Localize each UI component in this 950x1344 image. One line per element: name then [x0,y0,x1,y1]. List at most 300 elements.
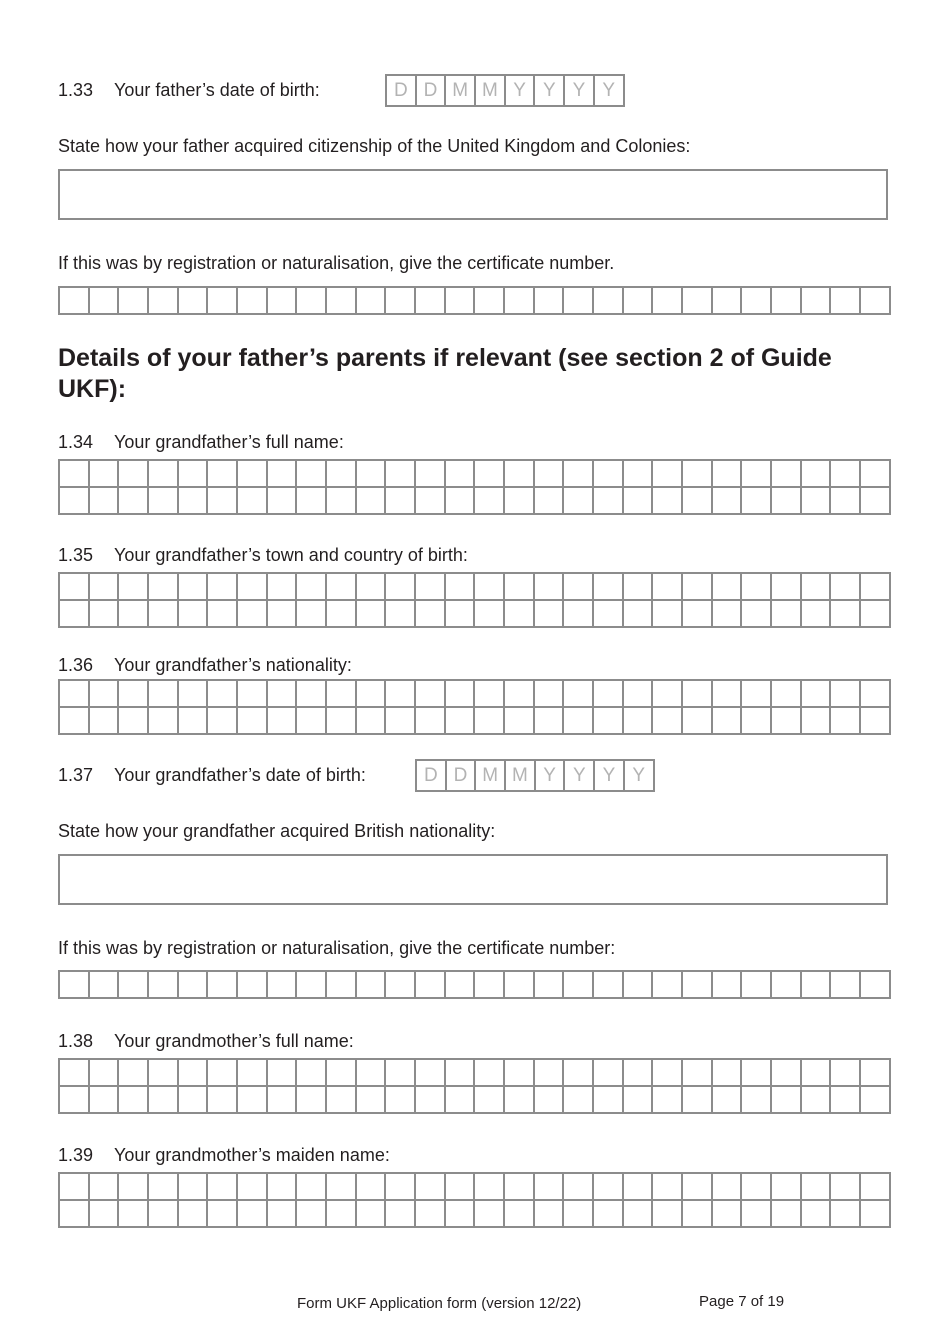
character-box[interactable] [653,1174,683,1201]
character-box[interactable] [119,1060,149,1087]
character-box[interactable] [594,1087,624,1114]
character-box[interactable] [238,601,268,628]
character-box[interactable] [357,1201,387,1228]
grandfather-nationality-field[interactable] [58,679,891,735]
character-box[interactable] [624,1174,654,1201]
character-box[interactable] [861,972,891,999]
character-box[interactable] [653,1060,683,1087]
character-box[interactable] [386,461,416,488]
character-box[interactable] [416,288,446,315]
character-box[interactable] [179,972,209,999]
character-box[interactable] [831,681,861,708]
character-box[interactable] [742,1060,772,1087]
character-box[interactable] [416,1174,446,1201]
date-digit-box[interactable]: D [417,761,447,792]
character-box[interactable] [594,1174,624,1201]
date-digit-box[interactable]: Y [536,761,566,792]
character-box[interactable] [713,288,743,315]
character-box[interactable] [208,574,238,601]
character-box[interactable] [119,972,149,999]
character-box[interactable] [535,461,565,488]
character-box[interactable] [297,288,327,315]
character-box[interactable] [119,574,149,601]
character-box[interactable] [564,1201,594,1228]
grandfather-nationality-acquired-field[interactable] [58,854,888,905]
character-box[interactable] [772,1201,802,1228]
character-box[interactable] [505,708,535,735]
character-box[interactable] [831,461,861,488]
character-box[interactable] [624,488,654,515]
character-box[interactable] [297,1087,327,1114]
date-digit-box[interactable]: Y [595,76,625,107]
character-box[interactable] [268,681,298,708]
character-box[interactable] [297,1174,327,1201]
character-box[interactable] [564,1174,594,1201]
date-digit-box[interactable]: D [417,76,447,107]
character-box[interactable] [624,288,654,315]
character-box[interactable] [268,1060,298,1087]
character-box[interactable] [713,1087,743,1114]
character-box[interactable] [416,461,446,488]
date-digit-box[interactable]: D [387,76,417,107]
character-box[interactable] [742,972,772,999]
character-box[interactable] [386,601,416,628]
character-box[interactable] [564,1060,594,1087]
character-box[interactable] [742,1201,772,1228]
character-box[interactable] [535,488,565,515]
character-box[interactable] [564,972,594,999]
character-box[interactable] [446,972,476,999]
character-box[interactable] [238,288,268,315]
character-box[interactable] [119,601,149,628]
character-box[interactable] [60,1201,90,1228]
character-box[interactable] [297,708,327,735]
character-box[interactable] [327,1087,357,1114]
character-box[interactable] [653,574,683,601]
character-box[interactable] [624,708,654,735]
character-box[interactable] [683,708,713,735]
character-box[interactable] [802,574,832,601]
character-box[interactable] [624,461,654,488]
character-box[interactable] [357,972,387,999]
character-box[interactable] [653,461,683,488]
character-box[interactable] [297,461,327,488]
character-box[interactable] [60,601,90,628]
character-box[interactable] [475,972,505,999]
character-box[interactable] [208,288,238,315]
character-box[interactable] [238,1201,268,1228]
grandfather-certificate-number-field[interactable] [58,970,891,999]
character-box[interactable] [713,972,743,999]
character-box[interactable] [742,708,772,735]
character-box[interactable] [772,972,802,999]
character-box[interactable] [416,972,446,999]
character-box[interactable] [119,1174,149,1201]
character-box[interactable] [208,708,238,735]
character-box[interactable] [831,288,861,315]
character-box[interactable] [683,1201,713,1228]
character-box[interactable] [831,1174,861,1201]
character-box[interactable] [268,461,298,488]
character-box[interactable] [297,1060,327,1087]
character-box[interactable] [861,574,891,601]
character-box[interactable] [505,1060,535,1087]
character-box[interactable] [119,461,149,488]
character-box[interactable] [831,601,861,628]
character-box[interactable] [475,708,505,735]
date-digit-box[interactable]: Y [535,76,565,107]
character-box[interactable] [416,1201,446,1228]
character-box[interactable] [238,708,268,735]
character-box[interactable] [268,1174,298,1201]
date-digit-box[interactable]: M [476,761,506,792]
character-box[interactable] [802,1060,832,1087]
character-box[interactable] [179,1201,209,1228]
character-box[interactable] [179,1087,209,1114]
character-box[interactable] [179,708,209,735]
character-box[interactable] [831,1060,861,1087]
character-box[interactable] [831,488,861,515]
character-box[interactable] [831,1201,861,1228]
character-box[interactable] [653,1201,683,1228]
character-box[interactable] [60,1174,90,1201]
character-box[interactable] [327,288,357,315]
character-box[interactable] [653,681,683,708]
father-citizenship-field[interactable] [58,169,888,220]
character-box[interactable] [327,461,357,488]
character-box[interactable] [446,574,476,601]
character-box[interactable] [208,1060,238,1087]
character-box[interactable] [475,288,505,315]
character-box[interactable] [446,1060,476,1087]
character-box[interactable] [149,461,179,488]
character-box[interactable] [772,574,802,601]
character-box[interactable] [386,1174,416,1201]
character-box[interactable] [327,601,357,628]
character-box[interactable] [179,488,209,515]
character-box[interactable] [713,461,743,488]
character-box[interactable] [683,461,713,488]
character-box[interactable] [208,1087,238,1114]
grandfather-dob-field[interactable] [415,759,655,792]
character-box[interactable] [268,288,298,315]
character-box[interactable] [564,708,594,735]
character-box[interactable] [861,488,891,515]
character-box[interactable] [149,574,179,601]
character-box[interactable] [772,1174,802,1201]
character-box[interactable] [208,1201,238,1228]
character-box[interactable] [475,1174,505,1201]
character-box[interactable] [861,461,891,488]
character-box[interactable] [772,601,802,628]
character-box[interactable] [742,1087,772,1114]
character-box[interactable] [268,708,298,735]
character-box[interactable] [505,681,535,708]
character-box[interactable] [802,488,832,515]
character-box[interactable] [297,1201,327,1228]
grandmother-full-name-field[interactable] [58,1058,891,1114]
character-box[interactable] [683,601,713,628]
character-box[interactable] [297,574,327,601]
character-box[interactable] [802,708,832,735]
character-box[interactable] [861,1201,891,1228]
character-box[interactable] [238,972,268,999]
character-box[interactable] [149,1060,179,1087]
character-box[interactable] [149,1087,179,1114]
character-box[interactable] [179,681,209,708]
character-box[interactable] [446,461,476,488]
character-box[interactable] [772,1087,802,1114]
character-box[interactable] [208,488,238,515]
character-box[interactable] [802,1174,832,1201]
character-box[interactable] [713,1060,743,1087]
character-box[interactable] [713,1174,743,1201]
character-box[interactable] [831,574,861,601]
character-box[interactable] [297,681,327,708]
character-box[interactable] [535,288,565,315]
character-box[interactable] [505,1201,535,1228]
character-box[interactable] [327,972,357,999]
character-box[interactable] [357,288,387,315]
character-box[interactable] [535,1201,565,1228]
character-box[interactable] [357,708,387,735]
character-box[interactable] [446,488,476,515]
character-box[interactable] [831,708,861,735]
character-box[interactable] [386,681,416,708]
character-box[interactable] [327,488,357,515]
character-box[interactable] [742,288,772,315]
character-box[interactable] [149,601,179,628]
character-box[interactable] [505,1174,535,1201]
character-box[interactable] [505,461,535,488]
character-box[interactable] [238,461,268,488]
character-box[interactable] [416,708,446,735]
character-box[interactable] [742,574,772,601]
character-box[interactable] [772,708,802,735]
character-box[interactable] [564,1087,594,1114]
character-box[interactable] [475,681,505,708]
character-box[interactable] [60,972,90,999]
grandfather-full-name-field[interactable] [58,459,891,515]
character-box[interactable] [208,972,238,999]
character-box[interactable] [446,601,476,628]
character-box[interactable] [772,461,802,488]
character-box[interactable] [268,972,298,999]
character-box[interactable] [802,288,832,315]
character-box[interactable] [475,1060,505,1087]
character-box[interactable] [535,708,565,735]
character-box[interactable] [742,681,772,708]
date-digit-box[interactable]: Y [565,761,595,792]
character-box[interactable] [713,681,743,708]
character-box[interactable] [268,601,298,628]
character-box[interactable] [861,708,891,735]
character-box[interactable] [594,681,624,708]
character-box[interactable] [535,1060,565,1087]
character-box[interactable] [446,1087,476,1114]
character-box[interactable] [713,574,743,601]
character-box[interactable] [386,1201,416,1228]
character-box[interactable] [683,288,713,315]
character-box[interactable] [683,1087,713,1114]
character-box[interactable] [683,681,713,708]
character-box[interactable] [772,681,802,708]
character-box[interactable] [475,1201,505,1228]
character-box[interactable] [149,681,179,708]
character-box[interactable] [357,1060,387,1087]
character-box[interactable] [386,288,416,315]
character-box[interactable] [772,1060,802,1087]
character-box[interactable] [505,601,535,628]
character-box[interactable] [386,972,416,999]
character-box[interactable] [179,601,209,628]
character-box[interactable] [357,681,387,708]
character-box[interactable] [624,601,654,628]
character-box[interactable] [683,1174,713,1201]
character-box[interactable] [60,1060,90,1087]
character-box[interactable] [90,288,120,315]
character-box[interactable] [208,681,238,708]
character-box[interactable] [446,1174,476,1201]
character-box[interactable] [713,708,743,735]
character-box[interactable] [90,708,120,735]
character-box[interactable] [683,488,713,515]
character-box[interactable] [861,1087,891,1114]
character-box[interactable] [772,488,802,515]
character-box[interactable] [238,681,268,708]
character-box[interactable] [297,601,327,628]
character-box[interactable] [505,972,535,999]
character-box[interactable] [179,288,209,315]
character-box[interactable] [386,488,416,515]
character-box[interactable] [624,574,654,601]
character-box[interactable] [297,488,327,515]
character-box[interactable] [535,681,565,708]
character-box[interactable] [60,1087,90,1114]
grandmother-maiden-name-field[interactable] [58,1172,891,1228]
character-box[interactable] [802,1087,832,1114]
character-box[interactable] [149,972,179,999]
character-box[interactable] [386,574,416,601]
character-box[interactable] [357,1087,387,1114]
date-digit-box[interactable]: Y [625,761,655,792]
character-box[interactable] [624,681,654,708]
character-box[interactable] [119,681,149,708]
character-box[interactable] [772,288,802,315]
character-box[interactable] [861,601,891,628]
character-box[interactable] [594,1201,624,1228]
character-box[interactable] [653,708,683,735]
character-box[interactable] [446,708,476,735]
character-box[interactable] [564,601,594,628]
character-box[interactable] [149,488,179,515]
character-box[interactable] [802,601,832,628]
character-box[interactable] [624,1060,654,1087]
character-box[interactable] [357,574,387,601]
character-box[interactable] [624,1087,654,1114]
character-box[interactable] [535,1087,565,1114]
character-box[interactable] [149,1201,179,1228]
character-box[interactable] [268,574,298,601]
character-box[interactable] [208,461,238,488]
character-box[interactable] [327,681,357,708]
character-box[interactable] [416,1060,446,1087]
character-box[interactable] [564,681,594,708]
character-box[interactable] [475,1087,505,1114]
character-box[interactable] [594,461,624,488]
character-box[interactable] [327,1174,357,1201]
character-box[interactable] [327,1201,357,1228]
character-box[interactable] [564,288,594,315]
date-digit-box[interactable]: M [446,76,476,107]
character-box[interactable] [446,288,476,315]
father-dob-field[interactable] [385,74,625,107]
character-box[interactable] [179,574,209,601]
character-box[interactable] [357,601,387,628]
grandfather-birthplace-field[interactable] [58,572,891,628]
character-box[interactable] [386,1060,416,1087]
character-box[interactable] [327,708,357,735]
character-box[interactable] [90,461,120,488]
character-box[interactable] [742,461,772,488]
character-box[interactable] [535,1174,565,1201]
character-box[interactable] [535,601,565,628]
character-box[interactable] [119,1087,149,1114]
character-box[interactable] [208,1174,238,1201]
character-box[interactable] [149,1174,179,1201]
character-box[interactable] [594,288,624,315]
character-box[interactable] [416,601,446,628]
character-box[interactable] [505,288,535,315]
character-box[interactable] [386,1087,416,1114]
date-digit-box[interactable]: M [506,761,536,792]
character-box[interactable] [60,574,90,601]
character-box[interactable] [594,488,624,515]
character-box[interactable] [594,1060,624,1087]
character-box[interactable] [90,1060,120,1087]
character-box[interactable] [90,1087,120,1114]
character-box[interactable] [535,574,565,601]
character-box[interactable] [268,1087,298,1114]
father-certificate-number-field[interactable] [58,286,891,315]
character-box[interactable] [238,488,268,515]
character-box[interactable] [149,288,179,315]
character-box[interactable] [742,488,772,515]
character-box[interactable] [624,972,654,999]
character-box[interactable] [327,1060,357,1087]
character-box[interactable] [505,1087,535,1114]
character-box[interactable] [683,574,713,601]
character-box[interactable] [119,708,149,735]
character-box[interactable] [802,1201,832,1228]
character-box[interactable] [90,574,120,601]
character-box[interactable] [594,601,624,628]
character-box[interactable] [683,1060,713,1087]
character-box[interactable] [564,461,594,488]
character-box[interactable] [653,288,683,315]
character-box[interactable] [416,574,446,601]
character-box[interactable] [861,1060,891,1087]
character-box[interactable] [416,488,446,515]
character-box[interactable] [446,1201,476,1228]
character-box[interactable] [505,488,535,515]
character-box[interactable] [179,1174,209,1201]
date-digit-box[interactable]: Y [595,761,625,792]
character-box[interactable] [90,972,120,999]
character-box[interactable] [357,488,387,515]
date-digit-box[interactable]: M [476,76,506,107]
character-box[interactable] [475,488,505,515]
